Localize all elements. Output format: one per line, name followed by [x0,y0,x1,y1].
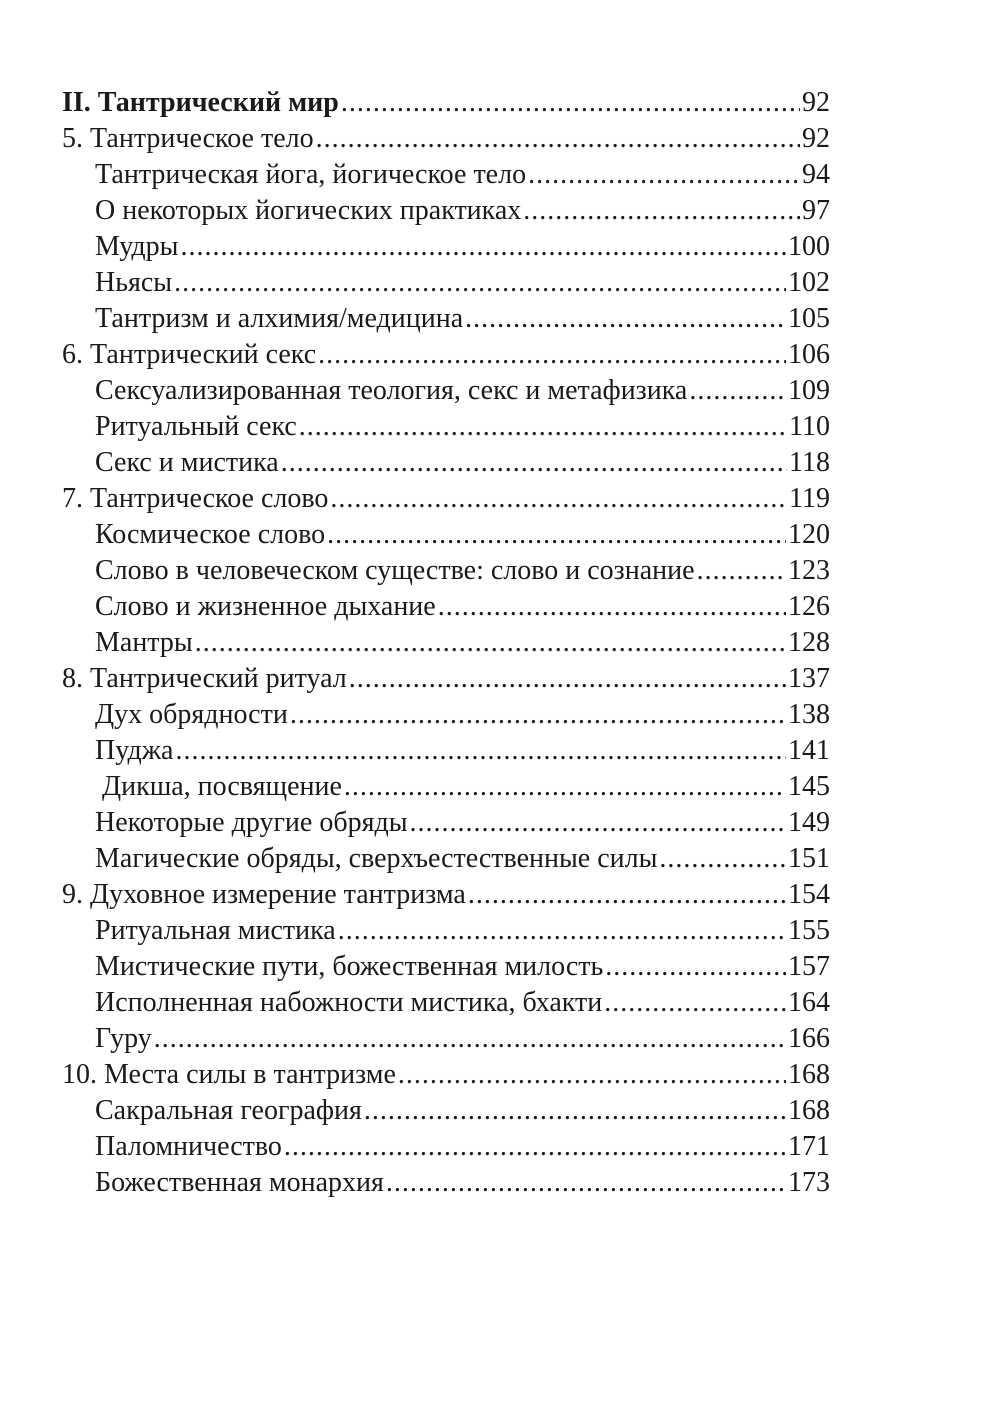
dot-leader [659,841,786,877]
toc-entry-title: Магические обряды, сверхъестественные силы [95,843,658,874]
toc-entry-title: 5. Тантрическое тело [62,123,314,154]
dot-leader [465,301,786,337]
toc-entry-title: Некоторые другие обряды [95,807,408,838]
dot-leader [438,589,786,625]
dot-leader [327,517,786,553]
toc-page-number: 137 [788,663,830,694]
toc-chapter [62,121,830,157]
toc-entry-title: Пуджа [95,735,174,766]
toc-section [62,841,830,877]
toc-section [62,949,830,985]
toc-entry-title: Гуру [95,1023,152,1054]
toc-chapter [62,877,830,913]
toc-entry-title: Исполненная набожности мистика, бхакти [95,987,603,1018]
dot-leader [689,373,786,409]
toc-entry-title: 8. Тантрический ритуал [62,663,347,694]
toc-section [62,697,830,733]
toc-section [62,625,830,661]
toc-page-number: 168 [788,1095,830,1126]
toc-entry-title: Сакральная география [95,1095,362,1126]
toc-page-number: 105 [788,303,830,334]
toc-section [62,517,830,553]
toc-entry-title: Слово в человеческом существе: слово и сознание [95,555,695,586]
toc-entry-title: Тантрическая йога, йогическое тело [95,159,527,190]
toc-page-number: 120 [788,519,830,550]
dot-leader [349,661,786,697]
toc-section [62,301,830,337]
dot-leader [604,985,786,1021]
toc-chapter [62,481,830,517]
toc-section [62,1021,830,1057]
dot-leader [299,409,787,445]
toc-entry-title: 9. Духовное измерение тантризма [62,879,466,910]
dot-leader [398,1057,786,1093]
toc-section [62,589,830,625]
toc-section [62,445,830,481]
toc-entry-title: О некоторых йогических практиках [95,195,522,226]
toc-page-number: 141 [788,735,830,766]
dot-leader [290,697,786,733]
toc-entry-title: Дикша, посвящение [95,771,342,802]
toc-section [62,985,830,1021]
toc-page-number: 92 [802,123,830,154]
dot-leader [364,1093,786,1129]
toc-entry-title: Мудры [95,231,179,262]
toc-page-number: 145 [788,771,830,802]
toc-page-number: 118 [789,447,830,478]
toc-section [62,409,830,445]
dot-leader [528,157,800,193]
toc-entry-title: Слово и жизненное дыхание [95,591,436,622]
dot-leader [386,1165,786,1201]
toc-page-number: 173 [788,1167,830,1198]
dot-leader [174,265,786,301]
toc-chapter [62,337,830,373]
toc-chapter [62,1057,830,1093]
toc-page-number: 168 [788,1059,830,1090]
toc-page-number: 92 [802,87,830,118]
toc-section [62,553,830,589]
dot-leader [330,481,787,517]
dot-leader [195,625,786,661]
toc-page-number: 128 [788,627,830,658]
toc-section [62,769,830,805]
dot-leader [341,85,800,121]
toc-entry-title: II. Тантрический мир [62,87,339,118]
toc-entry-title: Ритуальный секс [95,411,297,442]
dot-leader [344,769,786,805]
toc-section [62,373,830,409]
toc-chapter [62,661,830,697]
dot-leader [523,193,800,229]
toc-section [62,229,830,265]
toc-page-number: 94 [802,159,830,190]
dot-leader [281,445,787,481]
dot-leader [468,877,786,913]
toc-entry-title: Тантризм и алхимия/медицина [95,303,464,334]
toc-entry-title: 7. Тантрическое слово [62,483,329,514]
toc-entry-title: 6. Тантрический секс [62,339,317,370]
toc-page-number: 97 [802,195,830,226]
toc-entry-title: Космическое слово [95,519,326,550]
toc-page-number: 102 [788,267,830,298]
toc-page-number: 138 [788,699,830,730]
toc-section [62,913,830,949]
toc-section [62,265,830,301]
toc-section [62,1129,830,1165]
toc-section [62,805,830,841]
dot-leader [284,1129,786,1165]
toc-page-number: 151 [788,843,830,874]
toc-entry-title: Божественная монархия [95,1167,384,1198]
toc-page-number: 109 [788,375,830,406]
toc-page-number: 119 [789,483,830,514]
toc-entry-title: Мантры [95,627,193,658]
toc-entry-title: 10. Места силы в тантризме [62,1059,396,1090]
dot-leader [316,121,800,157]
toc-entry-title: Мистические пути, божественная милость [95,951,604,982]
toc-page-number: 155 [788,915,830,946]
toc-entry-title: Дух обрядности [95,699,288,730]
dot-leader [410,805,786,841]
toc-entry-title: Ньясы [95,267,173,298]
dot-leader [175,733,786,769]
toc-section [62,1165,830,1201]
toc-page-number: 110 [789,411,830,442]
toc-page-number: 171 [788,1131,830,1162]
table-of-contents [62,85,830,1201]
dot-leader [338,913,786,949]
toc-page-number: 123 [788,555,830,586]
toc-page-number: 126 [788,591,830,622]
toc-entry-title: Сексуализированная теология, секс и метафизика [95,375,688,406]
toc-section [62,1093,830,1129]
dot-leader [181,229,787,265]
toc-page-number: 100 [788,231,830,262]
toc-section [62,157,830,193]
toc-entry-title: Ритуальная мистика [95,915,336,946]
toc-section [62,733,830,769]
toc-part-heading [62,85,830,121]
toc-page-number: 149 [788,807,830,838]
toc-page-number: 154 [788,879,830,910]
dot-leader [697,553,786,589]
dot-leader [605,949,786,985]
toc-section [62,193,830,229]
toc-page-number: 164 [788,987,830,1018]
toc-entry-title: Паломничество [95,1131,282,1162]
dot-leader [154,1021,786,1057]
toc-page-number: 106 [788,339,830,370]
toc-page-number: 157 [788,951,830,982]
toc-entry-title: Секс и мистика [95,447,279,478]
toc-page-number: 166 [788,1023,830,1054]
dot-leader [318,337,786,373]
